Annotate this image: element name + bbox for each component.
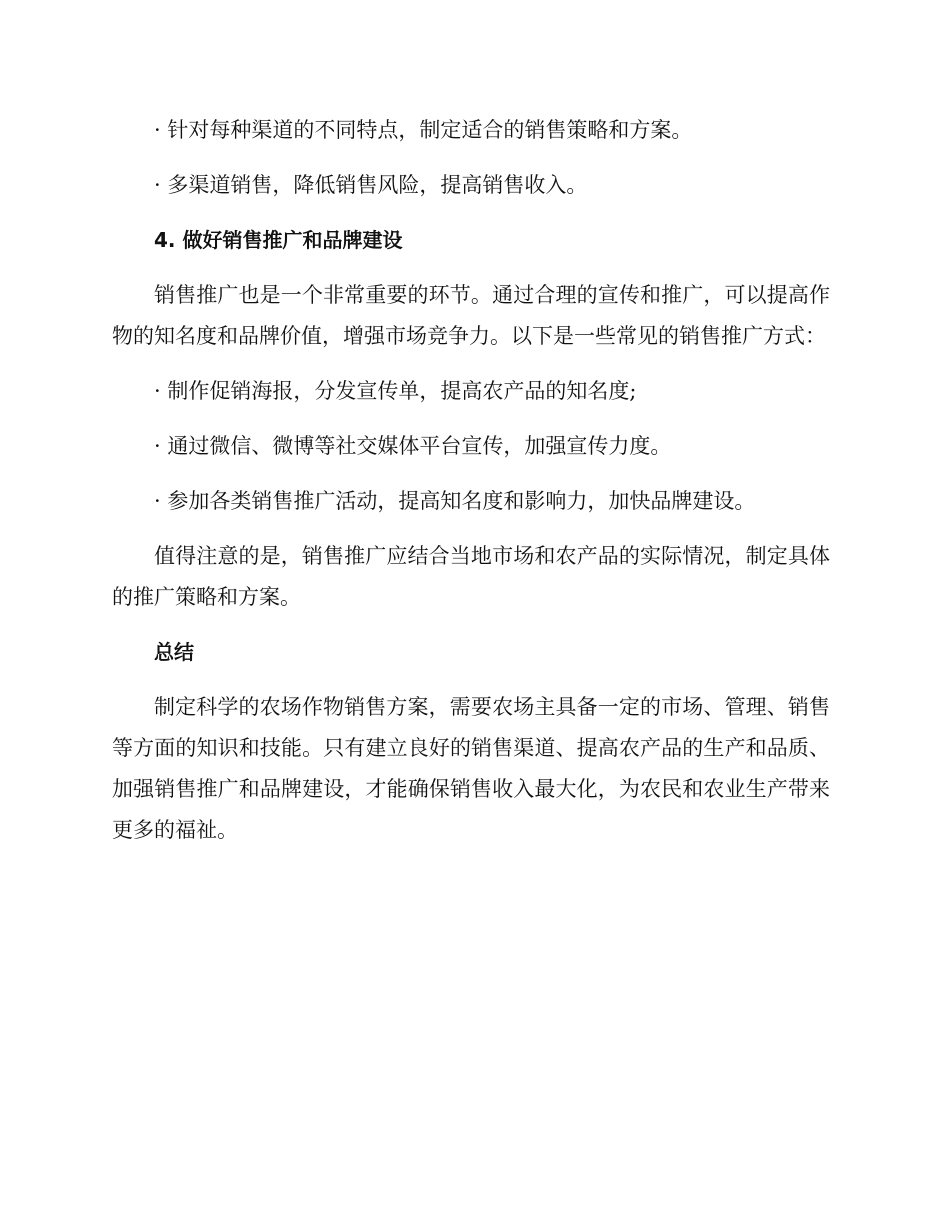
section-intro-paragraph: 销售推广也是一个非常重要的环节。通过合理的宣传和推广，可以提高作物的知名度和品牌价值，增强市场竞争力。以下是一些常见的销售推广方式： <box>112 283 830 348</box>
bullet-item: · 参加各类销售推广活动，提高知名度和影响力，加快品牌建设。 <box>154 489 756 513</box>
bullet-item: · 针对每种渠道的不同特点，制定适合的销售策略和方案。 <box>154 118 693 142</box>
summary-heading: 总结 <box>154 640 194 664</box>
bullet-item: · 多渠道销售，降低销售风险，提高销售收入。 <box>154 173 588 197</box>
summary-paragraph: 制定科学的农场作物销售方案，需要农场主具备一定的市场、管理、销售等方面的知识和技能。只有建立良好的销售渠道、提高农产品的生产和品质、加强销售推广和品牌建设，才能确保销售收入最大化，为农民和农业生产带来更多的福祉。 <box>112 695 830 842</box>
bullet-item: · 通过微信、微博等社交媒体平台宣传，加强宣传力度。 <box>154 434 672 458</box>
document-body <box>112 110 830 865</box>
bullet-item: · 制作促销海报，分发宣传单，提高农产品的知名度; <box>154 379 637 403</box>
note-paragraph: 值得注意的是，销售推广应结合当地市场和农产品的实际情况，制定具体的推广策略和方案。 <box>112 544 830 609</box>
section-heading: 4. 做好销售推广和品牌建设 <box>154 228 403 252</box>
